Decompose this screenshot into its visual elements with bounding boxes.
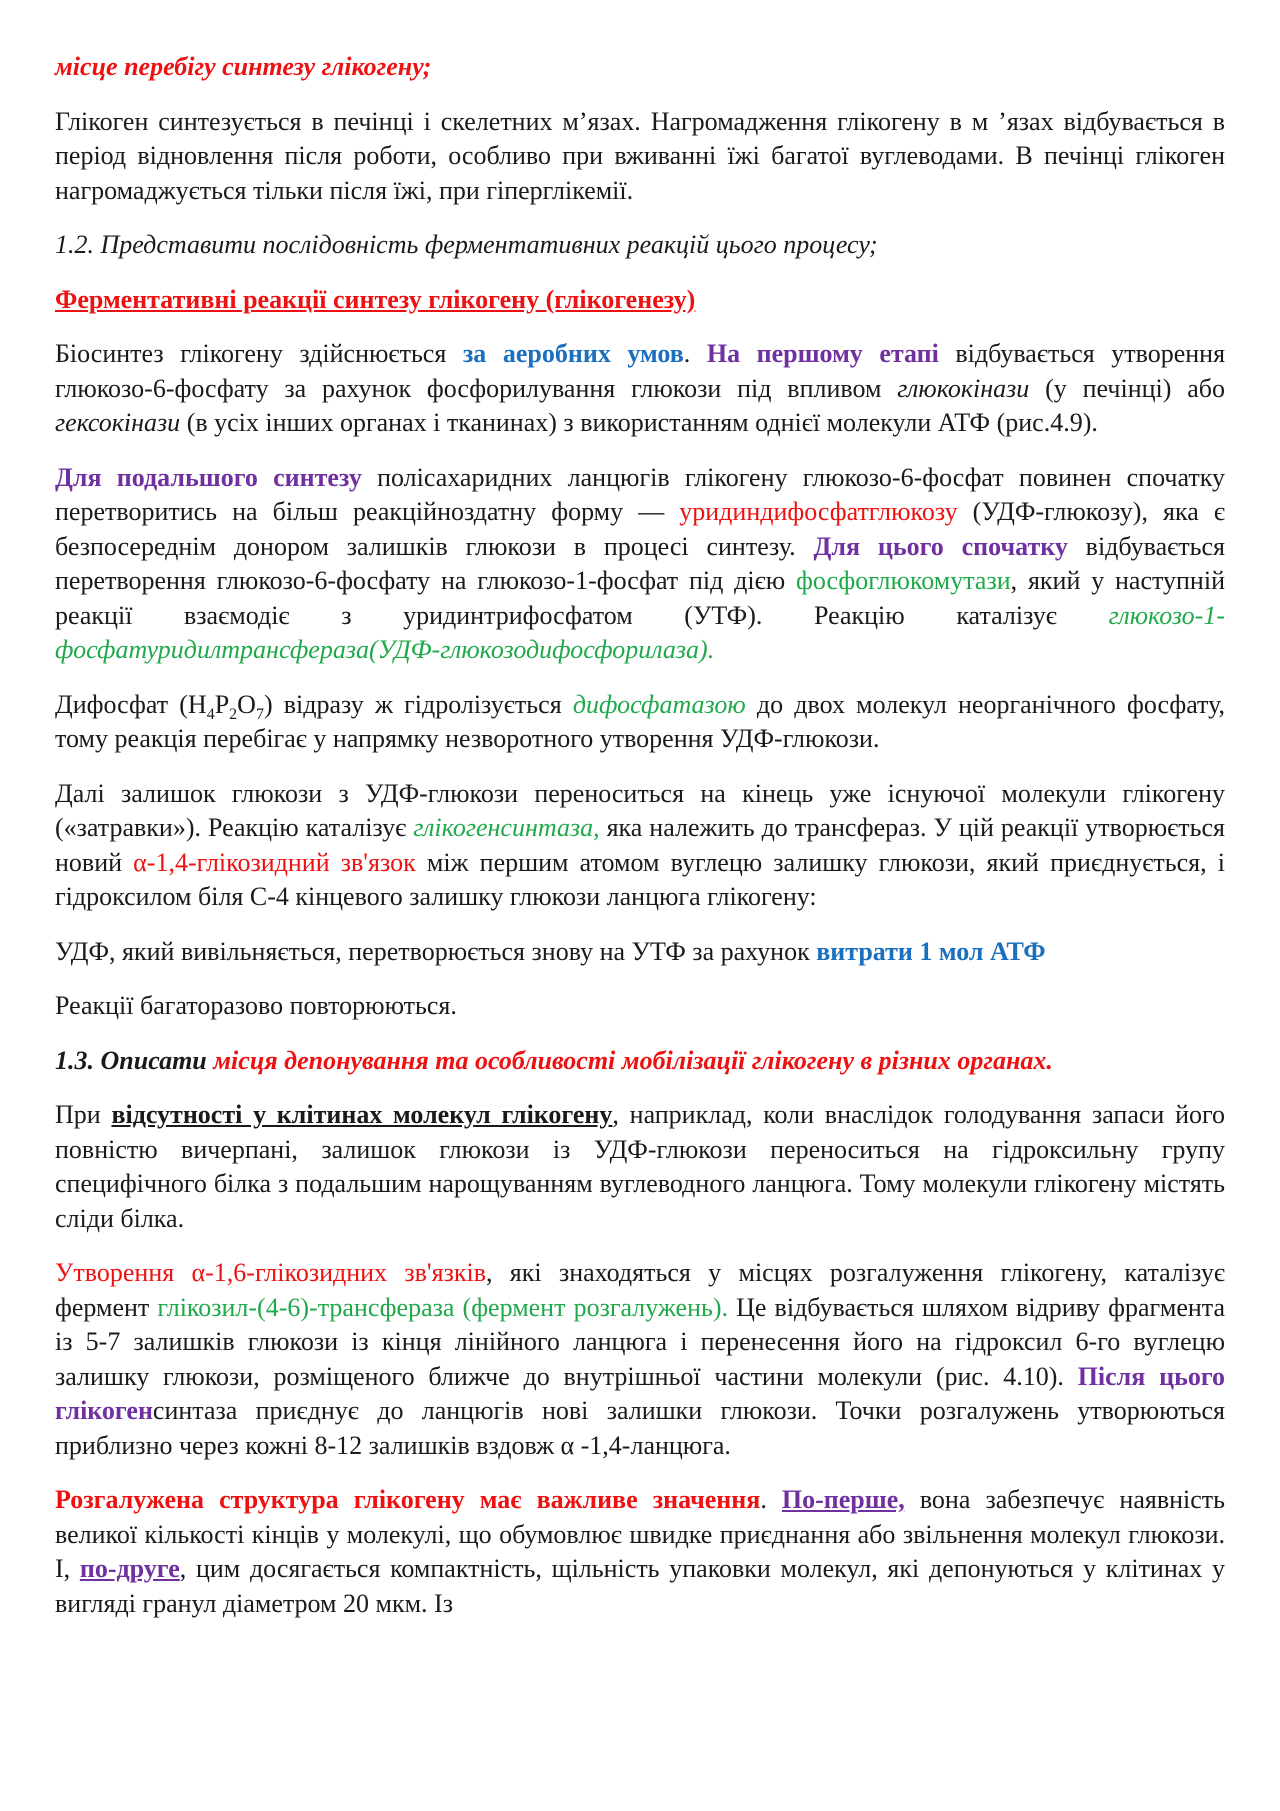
- paragraph-glycogen-location: [55, 105, 1225, 209]
- term-glucokinase: глюкокінази: [897, 373, 1030, 403]
- section-heading-enzymatic-reactions: [55, 283, 1225, 318]
- paragraph-udp-glucose: [55, 461, 1225, 668]
- text-run: полісахаридних ланцюгів глікогену глюкозо-6-фосфат повинен спочатку перетворитись на більш реакційноздатну форму —: [55, 462, 1225, 526]
- text-run: відбувається утворення глюкозо-6-фосфату за рахунок фосфорилування глюкози під впливом: [55, 339, 1226, 403]
- term-phosphoglucomutase: фосфоглюкомутази: [796, 566, 1011, 595]
- highlight-secondly: по-друге: [79, 1554, 180, 1583]
- paragraph-branched-structure: [55, 1483, 1225, 1621]
- text-run: відбувається перетворення глюкозо-6-фосфату на глюкозо-1-фосфат під дією: [55, 531, 1225, 595]
- text-run: , які знаходяться у місцях розгалуження глікогену, каталізує фермент: [55, 1258, 1225, 1322]
- text-run: УДФ, який вивільняється, перетворюється знову на УТФ за рахунок: [55, 936, 817, 966]
- subscript: 4: [206, 705, 215, 723]
- term-branching-enzyme: глікозил-(4-6)-трансфераза (фермент розгалужень).: [157, 1292, 728, 1322]
- text-run: синтаза приєднує до ланцюгів нові залишки глюкози. Точки розгалужень утворюються приблизно через кожні 8-12 залишків вздовж α -1,4-ланцюга.: [55, 1396, 1225, 1460]
- document-page: [55, 50, 1225, 1641]
- term-alpha-1-4-bond: α-1,4-глікозидний зв'язок: [133, 847, 416, 877]
- text-run: між першим атомом вуглецю залишку глюкози, який приєднується, і гідроксилом біля С-4 кінцевого залишку глюкози ланцюга глікогену:: [55, 847, 1225, 911]
- text-run: (УДФ-глюкозу), яка є безпосереднім донором залишків глюкози в процесі синтезу.: [55, 497, 1225, 561]
- text-run: Це відбувається шляхом відриву фрагмента із 5-7 залишків глюкози із кінця лінійного ланцюга і перенесення його на гідроксил 6-го вуглецю залишку глюкози, розміщеного ближче до внутрішньої частини молекули (рис. 4.10).: [55, 1292, 1225, 1391]
- text-run: .: [760, 1485, 782, 1514]
- paragraph-text: Глікоген синтезується в печінці і скелетних м’язах. Нагромадження глікогену в м ’язах відбувається в період відновлення після роботи, особливо при вживанні їжі багатої вуглеводами. В печінці глікоген нагромаджується тільки після їжі, при гіперглікемії.: [55, 106, 1225, 205]
- section-heading-synthesis-place: [55, 50, 1225, 85]
- text-run: Дифосфат (Н: [55, 689, 207, 719]
- heading-text: Ферментативні реакції синтезу глікогену (глікогенезу): [55, 284, 696, 314]
- paragraph-text: Реакції багаторазово повторюються.: [55, 991, 457, 1020]
- text-run: .: [683, 339, 707, 368]
- term-transferase: глюкозо-1-фосфатуридилтрансфераза(УДФ-глюкозодифосфорилаза).: [55, 600, 1225, 664]
- highlight-absence: відсутності у клітинах молекул глікогену: [111, 1100, 613, 1129]
- highlight-branched-structure: Розгалужена структура глікогену має важливе значення: [55, 1485, 761, 1514]
- text-run: , який у наступній реакції взаємодіє з уридинтрифосфатом (УТФ). Реакцію каталізує: [55, 566, 1225, 630]
- text-run: ) відразу ж гідролізується: [263, 689, 573, 719]
- highlight-after-this: Після цього глікоген: [55, 1361, 1225, 1425]
- paragraph-biosynthesis: [55, 337, 1225, 441]
- text-run: При: [55, 1100, 112, 1129]
- text-run: О: [237, 689, 256, 719]
- term-diphosphatase: дифосфатазою: [572, 689, 746, 719]
- task-number: 1.3. Описати: [55, 1045, 214, 1075]
- subscript: 7: [255, 705, 264, 723]
- text-run: , наприклад, коли внаслідок голодування запаси його повністю вичерпані, залишок глюкози із УДФ-глюкози переноситься на гідроксильну групу специфічного білка з подальшим нарощуванням вуглеводного ланцюга. Тому молекули глікогену містять сліди білка.: [55, 1100, 1226, 1233]
- paragraph-diphosphate: [55, 688, 1225, 757]
- task-1-3: [55, 1044, 1225, 1079]
- highlight-atp-cost: витрати 1 мол АТФ: [816, 936, 1046, 966]
- text-run: Біосинтез глікогену здійснюється: [55, 339, 463, 368]
- paragraph-glycogen-synthase: [55, 777, 1225, 915]
- heading-text: місце перебігу синтезу глікогену;: [55, 52, 432, 81]
- task-text: 1.2. Представити послідовність ферментативних реакцій цього процесу;: [55, 230, 878, 259]
- text-run: до двох молекул неорганічного фосфату, тому реакція перебігає у напрямку незворотного утворення УДФ-глюкози.: [55, 689, 1225, 753]
- task-text: місця депонування та особливості мобілізації глікогену в різних органах.: [213, 1045, 1053, 1075]
- text-run: (у печінці) або: [1029, 373, 1225, 403]
- text-run: (в усіх інших органах і тканинах) з використанням однієї молекули АТФ (рис.4.9).: [180, 408, 1098, 437]
- term-udp-glucose: уридиндифосфатглюкозу: [679, 497, 958, 526]
- highlight-further-synthesis: Для подальшого синтезу: [55, 462, 362, 492]
- text-run: Далі залишок глюкози з УДФ-глюкози переноситься на кінець уже існуючої молекули глікогену («затравки»). Реакцію каталізує: [55, 778, 1225, 842]
- text-run: яка належить до трансфераз. У цій реакції утворюється новий: [55, 813, 1226, 877]
- paragraph-no-glycogen: [55, 1098, 1225, 1236]
- subscript: 2: [229, 705, 238, 723]
- text-run: вона забезпечує наявність великої кількості кінців у молекулі, що обумовлює швидке приєднання або звільнення молекул глюкози. І,: [55, 1485, 1225, 1583]
- highlight-first-stage: На першому етапі: [706, 339, 939, 368]
- highlight-first: Для цього спочатку: [813, 531, 1068, 561]
- task-1-2: [55, 228, 1225, 263]
- paragraph-branching: [55, 1256, 1225, 1463]
- term-alpha-1-6-bonds: Утворення α-1,6-глікозидних зв'язків: [55, 1258, 486, 1287]
- text-run: , цим досягається компактність, щільність упаковки молекул, які депонуються у клітинах у вигляді гранул діаметром 20 мкм. Із: [55, 1554, 1225, 1618]
- highlight-aerobic: за аеробних умов: [462, 339, 684, 368]
- paragraph-udp-release: [55, 935, 1225, 970]
- term-hexokinase: гексокінази: [55, 408, 181, 437]
- term-glycogen-synthase: глікогенсинтаза,: [413, 813, 600, 842]
- highlight-firstly: По-перше,: [781, 1485, 905, 1514]
- paragraph-repeat: [55, 989, 1225, 1024]
- text-run: Р: [214, 689, 230, 719]
